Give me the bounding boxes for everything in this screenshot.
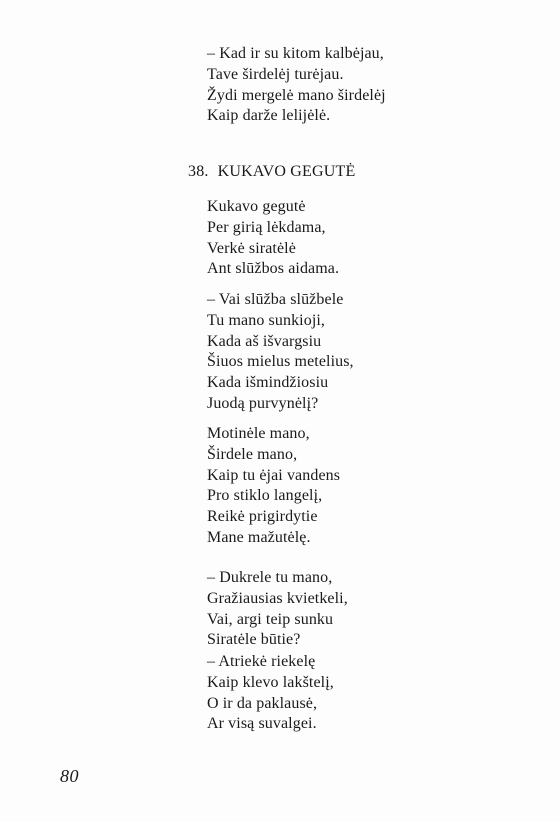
poem-line: Ar visą suvalgei. — [207, 715, 317, 733]
poem-line: Gražiausias kvietkeli, — [207, 589, 348, 607]
poem-stanza — [207, 424, 340, 549]
poem-line: Mane mažutėlę. — [207, 528, 311, 546]
poem-heading — [188, 162, 355, 182]
poem-line: – Kad ir su kitom kalbėjau, — [207, 45, 384, 62]
poem-line: Kukavo gegutė — [207, 198, 306, 215]
poem-line: Juodą purvynėlį? — [207, 394, 319, 412]
poem-line: Per girią lėkdama, — [207, 218, 326, 236]
poem-line: Kada išmindžiosiu — [207, 374, 329, 392]
poem-line: Tave širdelėj turėjau. — [207, 65, 344, 83]
poem-line: Ant slūžbos aidama. — [207, 260, 340, 278]
poem-line: O ir da paklausė, — [207, 694, 318, 712]
poem-line: Žydi mergelė mano širdelėj — [207, 86, 386, 104]
poem-line: Siratėle būtie? — [207, 631, 301, 649]
poem-line: – Dukrele tu mano, — [207, 569, 333, 586]
poem-line: Kaip tu ėjai vandens — [207, 466, 341, 484]
poem-stanza — [207, 568, 348, 651]
poem-line: Pro stiklo langelį, — [207, 487, 323, 505]
poem-line: Motinėle mano, — [207, 425, 310, 442]
poem-line: – Vai slūžba slūžbele — [207, 291, 344, 308]
poem-line: Kada aš išvargsiu — [207, 332, 322, 350]
poem-stanza — [207, 290, 354, 415]
poem-line: Širdele mano, — [207, 445, 298, 463]
poem-line: Kaip darže lelijėlė. — [207, 107, 331, 125]
poem-stanza — [207, 197, 339, 280]
poem-line: Verkė siratėlė — [207, 239, 296, 257]
poem-line: Kaip klevo lakštelį, — [207, 673, 334, 691]
poem-title: KUKAVO GEGUTĖ — [217, 163, 356, 180]
poem-line: Šiuos mielus metelius, — [207, 353, 354, 371]
poem-line: – Atriekė riekelę — [207, 653, 316, 670]
poem-stanza — [207, 652, 334, 735]
poem-line: Tu mano sunkioji, — [207, 311, 326, 329]
poem-stanza — [207, 44, 386, 127]
poem-line: Reikė prigirdytie — [207, 508, 318, 526]
poem-line: Vai, argi teip sunku — [207, 610, 334, 628]
page-number: 80 — [60, 766, 79, 786]
poem-number: 38. — [188, 163, 209, 180]
